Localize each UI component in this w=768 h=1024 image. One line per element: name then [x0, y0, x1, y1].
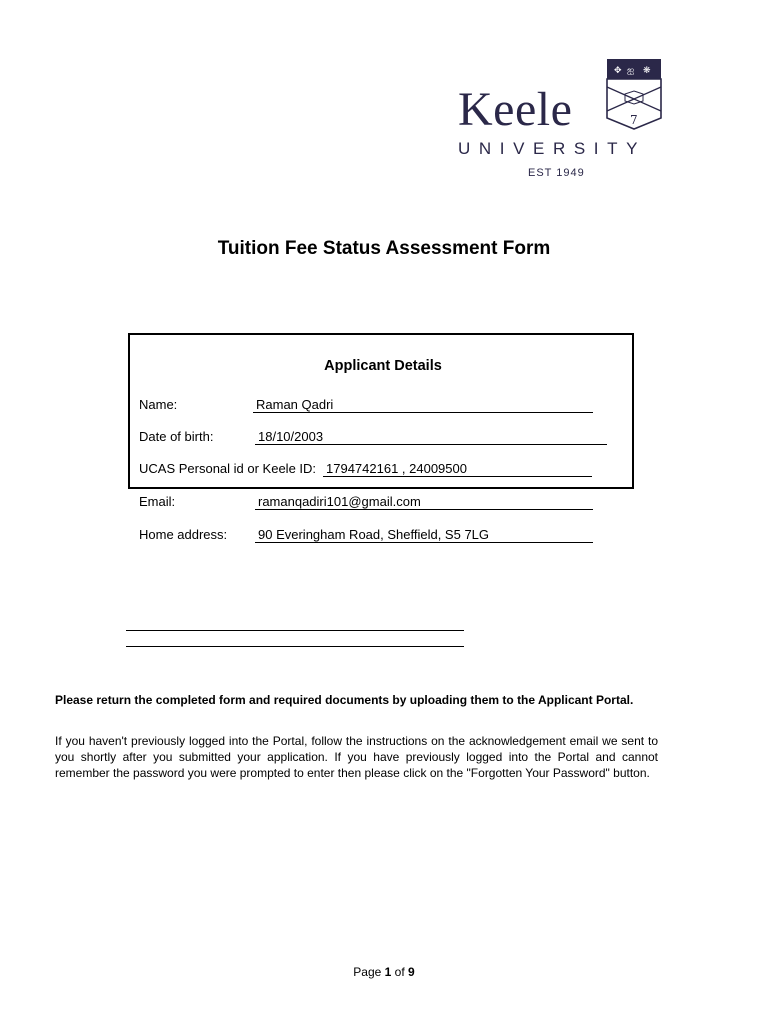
- section-heading: Applicant Details: [324, 358, 442, 374]
- svg-text:❋: ❋: [643, 66, 651, 76]
- crest-number: 7: [630, 113, 638, 127]
- logo-university-text: UNIVERSITY: [458, 139, 647, 158]
- dob-label: Date of birth:: [139, 429, 214, 444]
- svg-text:✥: ✥: [614, 66, 622, 76]
- page-prefix: Page: [353, 965, 385, 979]
- return-notice: Please return the completed form and required documents by uploading them to the Applicant Portal.: [55, 693, 634, 707]
- logo-established-text: EST 1949: [528, 167, 585, 179]
- logo-wordmark: Keele: [458, 83, 573, 136]
- name-label: Name:: [139, 397, 178, 412]
- dob-value: 18/10/2003: [255, 429, 607, 445]
- page-number: [0, 965, 768, 979]
- keele-university-logo: [455, 58, 665, 183]
- page-of: of: [391, 965, 409, 979]
- ucas-label: UCAS Personal id or Keele ID:: [139, 461, 317, 476]
- address-label: Home address:: [139, 527, 228, 542]
- page-total: 9: [408, 965, 415, 979]
- svg-text:ஐ: ஐ: [627, 66, 635, 76]
- ucas-value: 1794742161 , 24009500: [323, 461, 592, 477]
- email-value: ramanqadiri101@gmail.com: [255, 494, 593, 510]
- email-label: Email:: [139, 494, 176, 509]
- address-value: 90 Everingham Road, Sheffield, S5 7LG: [255, 527, 593, 543]
- university-crest-icon: [606, 58, 662, 130]
- blank-line-1: [126, 630, 464, 631]
- blank-line-2: [126, 646, 464, 647]
- page-current: 1: [384, 965, 392, 979]
- portal-instructions: If you haven't previously logged into the Portal, follow the instructions on the acknowledgement email we sent to you shortly after you submitted your application. If you have previously logged into the Portal and cannot remember the password you were prompted to enter then please click on the "Forgotten Your Password" button.: [55, 734, 658, 780]
- page-title: Tuition Fee Status Assessment Form: [217, 238, 551, 259]
- name-value: Raman Qadri: [253, 397, 593, 413]
